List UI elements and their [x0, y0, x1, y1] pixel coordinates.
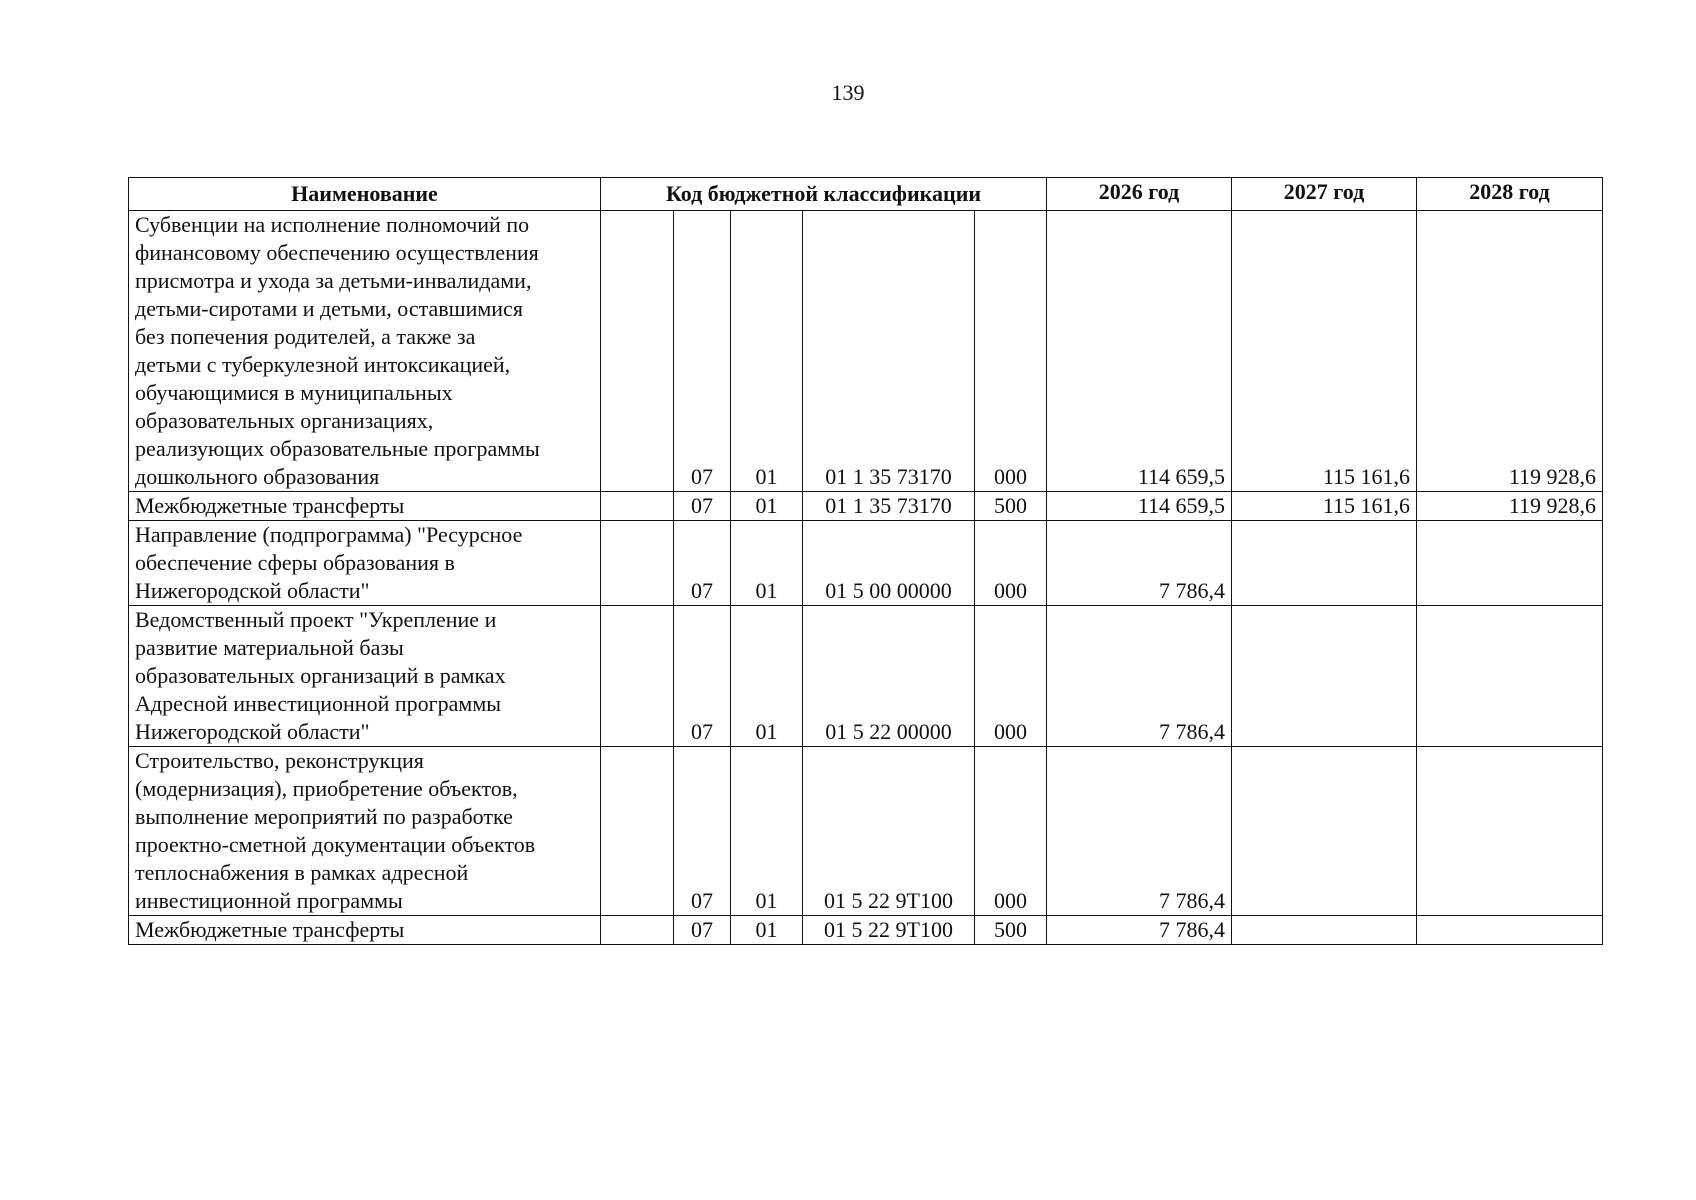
row-name: Субвенции на исполнение полномочий по финансовому обеспечению осуществления присмотра и ухода за детьми-инвалидами, детьми-сиротами и детьми, оставшимися без попечения родителей, а также за детьми с туберкулезной интоксикацией, обучающимися в муниципальных образовательных организациях, реализующих образовательные программы дошкольного образования — [129, 211, 601, 492]
row-value-2026: 7 786,4 — [1047, 916, 1232, 945]
row-code-subsection: 01 — [731, 492, 803, 521]
row-code-blank — [601, 606, 674, 747]
table-header-row — [129, 178, 1603, 211]
table-row — [129, 521, 1603, 606]
row-code-expense-type: 500 — [975, 492, 1047, 521]
header-name: Наименование — [129, 178, 601, 211]
row-value-2027 — [1232, 747, 1417, 916]
row-code-expense-type: 000 — [975, 211, 1047, 492]
row-value-2026: 114 659,5 — [1047, 492, 1232, 521]
row-name: Строительство, реконструкция (модернизация), приобретение объектов, выполнение мероприятий по разработке проектно-сметной документации объектов теплоснабжения в рамках адресной инвестиционной программы — [129, 747, 601, 916]
row-code-target: 01 5 22 9Т100 — [803, 747, 975, 916]
row-code-subsection: 01 — [731, 211, 803, 492]
row-value-2026: 7 786,4 — [1047, 521, 1232, 606]
row-value-2027 — [1232, 606, 1417, 747]
table-row — [129, 916, 1603, 945]
page-number: 139 — [831, 80, 865, 105]
row-value-2027 — [1232, 521, 1417, 606]
row-code-section: 07 — [674, 211, 731, 492]
row-code-expense-type: 000 — [975, 521, 1047, 606]
row-value-2028 — [1417, 521, 1603, 606]
row-code-expense-type: 000 — [975, 747, 1047, 916]
row-value-2026: 7 786,4 — [1047, 606, 1232, 747]
row-code-section: 07 — [674, 916, 731, 945]
header-year-2026: 2026 год — [1047, 178, 1232, 211]
row-value-2027: 115 161,6 — [1232, 492, 1417, 521]
row-code-blank — [601, 747, 674, 916]
row-code-section: 07 — [674, 606, 731, 747]
row-value-2028 — [1417, 606, 1603, 747]
row-code-subsection: 01 — [731, 606, 803, 747]
budget-table — [128, 177, 1603, 945]
row-code-blank — [601, 492, 674, 521]
row-code-blank — [601, 211, 674, 492]
table-row — [129, 492, 1603, 521]
row-value-2027 — [1232, 916, 1417, 945]
row-value-2026: 7 786,4 — [1047, 747, 1232, 916]
row-value-2028: 119 928,6 — [1417, 211, 1603, 492]
row-code-expense-type: 000 — [975, 606, 1047, 747]
row-code-target: 01 1 35 73170 — [803, 211, 975, 492]
row-code-subsection: 01 — [731, 747, 803, 916]
row-code-target: 01 5 00 00000 — [803, 521, 975, 606]
row-value-2028: 119 928,6 — [1417, 492, 1603, 521]
row-code-target: 01 5 22 9Т100 — [803, 916, 975, 945]
row-code-blank — [601, 916, 674, 945]
row-code-blank — [601, 521, 674, 606]
table-row — [129, 211, 1603, 492]
row-code-target: 01 5 22 00000 — [803, 606, 975, 747]
table-row — [129, 747, 1603, 916]
row-code-expense-type: 500 — [975, 916, 1047, 945]
header-budget-code: Код бюджетной классификации — [601, 178, 1047, 211]
row-name: Направление (подпрограмма) "Ресурсное обеспечение сферы образования в Нижегородской области" — [129, 521, 601, 606]
row-code-subsection: 01 — [731, 916, 803, 945]
row-code-section: 07 — [674, 492, 731, 521]
row-name: Ведомственный проект "Укрепление и развитие материальной базы образовательных организаций в рамках Адресной инвестиционной программы Нижегородской области" — [129, 606, 601, 747]
row-code-subsection: 01 — [731, 521, 803, 606]
row-code-section: 07 — [674, 521, 731, 606]
row-value-2027: 115 161,6 — [1232, 211, 1417, 492]
row-value-2028 — [1417, 747, 1603, 916]
row-code-section: 07 — [674, 747, 731, 916]
row-value-2028 — [1417, 916, 1603, 945]
row-value-2026: 114 659,5 — [1047, 211, 1232, 492]
header-year-2027: 2027 год — [1232, 178, 1417, 211]
header-year-2028: 2028 год — [1417, 178, 1603, 211]
row-code-target: 01 1 35 73170 — [803, 492, 975, 521]
row-name: Межбюджетные трансферты — [129, 492, 601, 521]
row-name: Межбюджетные трансферты — [129, 916, 601, 945]
table-row — [129, 606, 1603, 747]
